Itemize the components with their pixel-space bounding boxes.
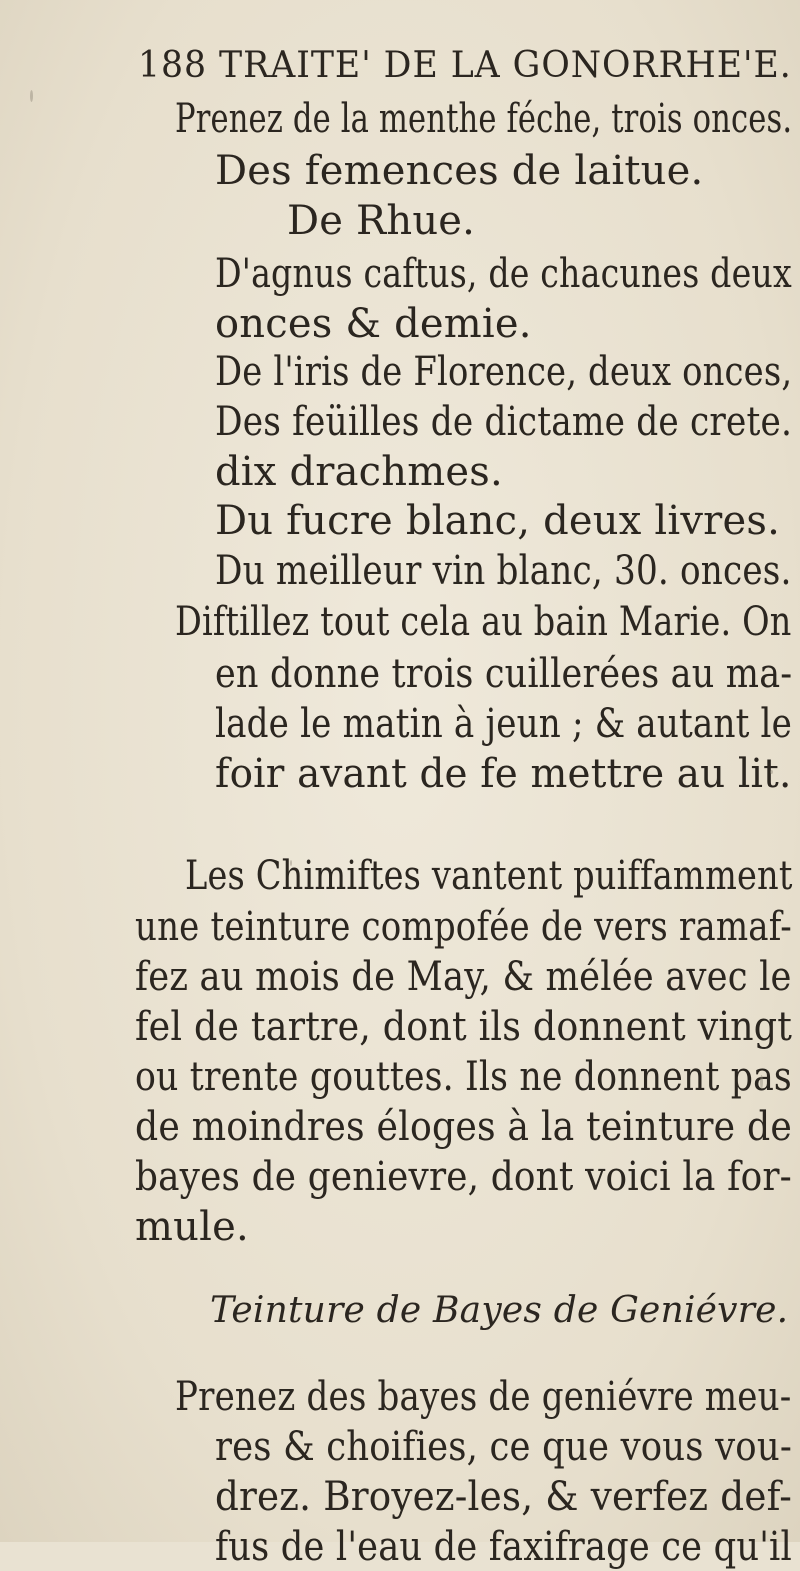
recipe-one-line: Prenez de la menthe féche, trois onces. bbox=[175, 96, 793, 142]
paper-speck bbox=[760, 1075, 763, 1089]
paper-speck bbox=[30, 90, 33, 102]
paragraph-line: ou trente gouttes. Ils ne donnent pas bbox=[135, 1054, 792, 1100]
recipe-one-line: Des feüilles de dictame de crete. bbox=[215, 399, 793, 445]
paragraph-line: fel de tartre, dont ils donnent vingt bbox=[135, 1004, 793, 1050]
recipe-one-line: onces & demie. bbox=[215, 301, 532, 347]
recipe-one-line: D'agnus caftus, de chacunes deux bbox=[215, 251, 792, 297]
recipe-two-line: Prenez des bayes de geniévre meu- bbox=[175, 1374, 792, 1420]
recipe-two-line: drez. Broyez-les, & verfez def- bbox=[215, 1474, 793, 1520]
paragraph-line: mule. bbox=[135, 1204, 249, 1250]
section-title: Teinture de Bayes de Geniévre. bbox=[210, 1290, 789, 1331]
recipe-one-line: De Rhue. bbox=[287, 198, 476, 244]
paragraph-line: une teinture compofée de vers ramaf- bbox=[135, 904, 792, 950]
recipe-one-line: dix drachmes. bbox=[215, 449, 503, 495]
paragraph-line: fez au mois de May, & mélée avec le bbox=[135, 954, 792, 1000]
recipe-one-line: Des femences de laitue. bbox=[215, 148, 704, 194]
paragraph-line: Les Chimiftes vantent puiffamment bbox=[185, 853, 793, 899]
recipe-two-line: fus de l'eau de faxifrage ce qu'il bbox=[215, 1524, 792, 1570]
paragraph-line: de moindres éloges à la teinture de bbox=[135, 1104, 792, 1150]
recipe-one-line: Du fucre blanc, deux livres. bbox=[215, 498, 780, 544]
recipe-one-line: De l'iris de Florence, deux onces, bbox=[215, 349, 793, 395]
recipe-one-line: en donne trois cuillerées au ma- bbox=[215, 651, 793, 697]
recipe-two-line: res & choifies, ce que vous vou- bbox=[215, 1424, 792, 1470]
paragraph-line: bayes de genievre, dont voici la for- bbox=[135, 1154, 792, 1200]
running-head: 188 TRAITE' DE LA GONORRHE'E. bbox=[138, 45, 792, 86]
recipe-one-line: Diftillez tout cela au bain Marie. On bbox=[175, 599, 792, 645]
recipe-one-line: Du meilleur vin blanc, 30. onces. bbox=[215, 548, 792, 594]
paper-speck bbox=[290, 860, 292, 866]
recipe-one-line: foir avant de fe mettre au lit. bbox=[215, 751, 792, 797]
paper-speck bbox=[770, 770, 773, 774]
recipe-one-line: lade le matin à jeun ; & autant le bbox=[215, 701, 793, 747]
